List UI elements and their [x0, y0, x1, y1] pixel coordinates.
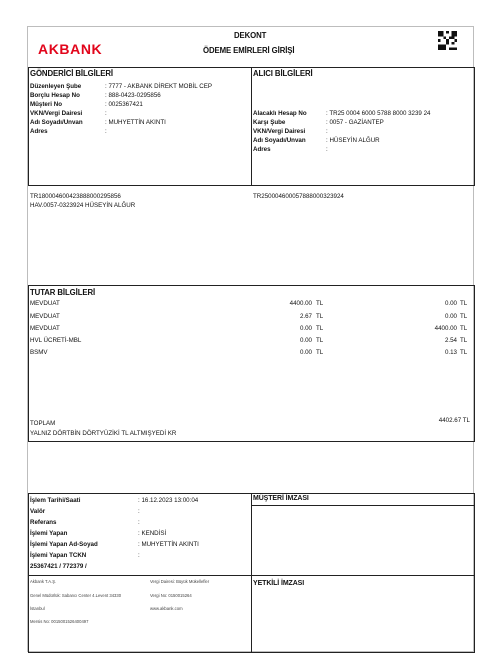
- amount-label: MEVDUAT: [30, 313, 60, 320]
- debit-currency: TL: [316, 349, 324, 356]
- transaction-label: İşlem Tarihi/Saati: [30, 497, 81, 504]
- transaction-value: :: [138, 519, 140, 526]
- qr-code-icon: [438, 31, 457, 50]
- receiver-label: Adres: [253, 146, 271, 153]
- receiver-value: :: [326, 128, 328, 135]
- sender-iban: TR180004600423888000295856: [30, 193, 121, 200]
- credit-currency: TL: [460, 300, 468, 307]
- total-value: 4402.67 TL: [438, 417, 470, 424]
- credit-currency: TL: [460, 313, 468, 320]
- amount-label: HVL ÜCRETİ-MBL: [30, 337, 82, 344]
- customer-signature-label: MÜŞTERİ İMZASI: [253, 495, 309, 502]
- transaction-value: :: [138, 552, 140, 559]
- receiver-iban: TR250004600057888000323924: [253, 193, 344, 200]
- amount-label: MEVDUAT: [30, 300, 60, 307]
- customer-signature-underline: [251, 505, 475, 506]
- amount-label: BSMV: [30, 349, 48, 356]
- debit-value: 4400.00: [289, 300, 312, 307]
- sender-label: Adı Soyadı/Unvan: [30, 119, 83, 126]
- transaction-label: İşlemi Yapan Ad-Soyad: [30, 541, 98, 548]
- sender-value: :: [105, 110, 107, 117]
- credit-value: 0.13: [444, 349, 457, 356]
- total-in-words: YALNIZ DÖRTBİN DÖRTYÜZİKİ TL ALTMIŞYEDİ KR: [30, 430, 177, 437]
- transaction-label: İşlemi Yapan: [30, 530, 68, 537]
- parties-divider: [251, 67, 252, 186]
- debit-currency: TL: [316, 300, 324, 307]
- amount-label: MEVDUAT: [30, 325, 60, 332]
- sender-label: Adres: [30, 128, 48, 135]
- debit-currency: TL: [316, 337, 324, 344]
- sender-label: Borçlu Hesap No: [30, 92, 80, 99]
- receipt-page: [27, 26, 474, 652]
- authorized-signature-label: YETKİLİ İMZASI: [253, 580, 305, 587]
- debit-value: 0.00: [299, 325, 312, 332]
- transaction-row-divider: [28, 575, 475, 576]
- receiver-value: : 0057 - GAZİANTEP: [326, 119, 384, 126]
- footer-line: Genel Müdürlük: Sabancı Center 4.Levent 34330: [30, 593, 122, 598]
- amounts-heading: TUTAR BİLGİLERİ: [30, 288, 96, 297]
- transaction-value: : 16.12.2023 13:00:04: [138, 497, 199, 504]
- transaction-label: Referans: [30, 519, 57, 526]
- transaction-label: İşlemi Yapan TCKN: [30, 552, 87, 559]
- transaction-label: Valör: [30, 508, 46, 515]
- credit-value: 0.00: [444, 313, 457, 320]
- receiver-label: Adı Soyadı/Unvan: [253, 137, 306, 144]
- sender-value: : 888-0423-0295856: [105, 92, 161, 99]
- sender-value: : MUHYETTİN AKINTI: [105, 119, 166, 126]
- sender-label: Müşteri No: [30, 101, 62, 108]
- receiver-value: :: [326, 146, 328, 153]
- footer-line: www.akbank.com: [150, 606, 183, 611]
- footer-line: Vergi No: 0150015264: [150, 593, 192, 598]
- credit-value: 0.00: [444, 300, 457, 307]
- debit-currency: TL: [316, 325, 324, 332]
- receiver-value: : TR25 0004 6000 5788 8000 3239 24: [326, 110, 431, 117]
- debit-currency: TL: [316, 313, 324, 320]
- reference-code: 25367421 / 772379 /: [30, 563, 87, 570]
- transaction-value: : KENDİSİ: [138, 530, 167, 537]
- transaction-value: :: [138, 508, 140, 515]
- document-title: DEKONT: [234, 31, 267, 40]
- sender-label: VKN/Vergi Dairesi: [30, 110, 83, 117]
- document-subtitle: ÖDEME EMİRLERİ GİRİŞİ: [203, 46, 295, 55]
- sender-value: :: [105, 128, 107, 135]
- akbank-logo: AKBANK: [38, 41, 103, 57]
- debit-value: 0.00: [299, 337, 312, 344]
- transaction-value: : MUHYETTİN AKINTI: [138, 541, 199, 548]
- signature-divider: [251, 493, 252, 653]
- footer-line: Vergi Dairesi: Büyük Mükellefler: [150, 579, 210, 584]
- total-label: TOPLAM: [30, 420, 56, 427]
- sender-value: : 0025367421: [105, 101, 143, 108]
- credit-value: 2.54: [444, 337, 457, 344]
- footer-line: İstanbul: [30, 606, 45, 611]
- receiver-label: VKN/Vergi Dairesi: [253, 128, 306, 135]
- transfer-note: HAV.0057-0323924 HÜSEYİN ALĞUR: [30, 202, 136, 209]
- receiver-value: : HÜSEYİN ALĞUR: [326, 137, 380, 144]
- debit-value: 0.00: [299, 349, 312, 356]
- sender-heading: GÖNDERİCİ BİLGİLERİ: [30, 69, 114, 78]
- receiver-heading: ALICI BİLGİLERİ: [253, 69, 313, 78]
- sender-label: Düzenleyen Şube: [30, 83, 82, 90]
- credit-currency: TL: [460, 337, 468, 344]
- sender-value: : 7777 - AKBANK DİREKT MOBİL CEP: [105, 83, 212, 90]
- credit-value: 4400.00: [434, 325, 457, 332]
- footer-line: Akbank T.A.Ş.: [30, 579, 57, 584]
- credit-currency: TL: [460, 325, 468, 332]
- receiver-label: Karşı Şube: [253, 119, 286, 126]
- footer-line: Mersis No: 0015001526400497: [30, 619, 89, 624]
- credit-currency: TL: [460, 349, 468, 356]
- debit-value: 2.67: [299, 313, 312, 320]
- receiver-label: Alacaklı Hesap No: [253, 110, 307, 117]
